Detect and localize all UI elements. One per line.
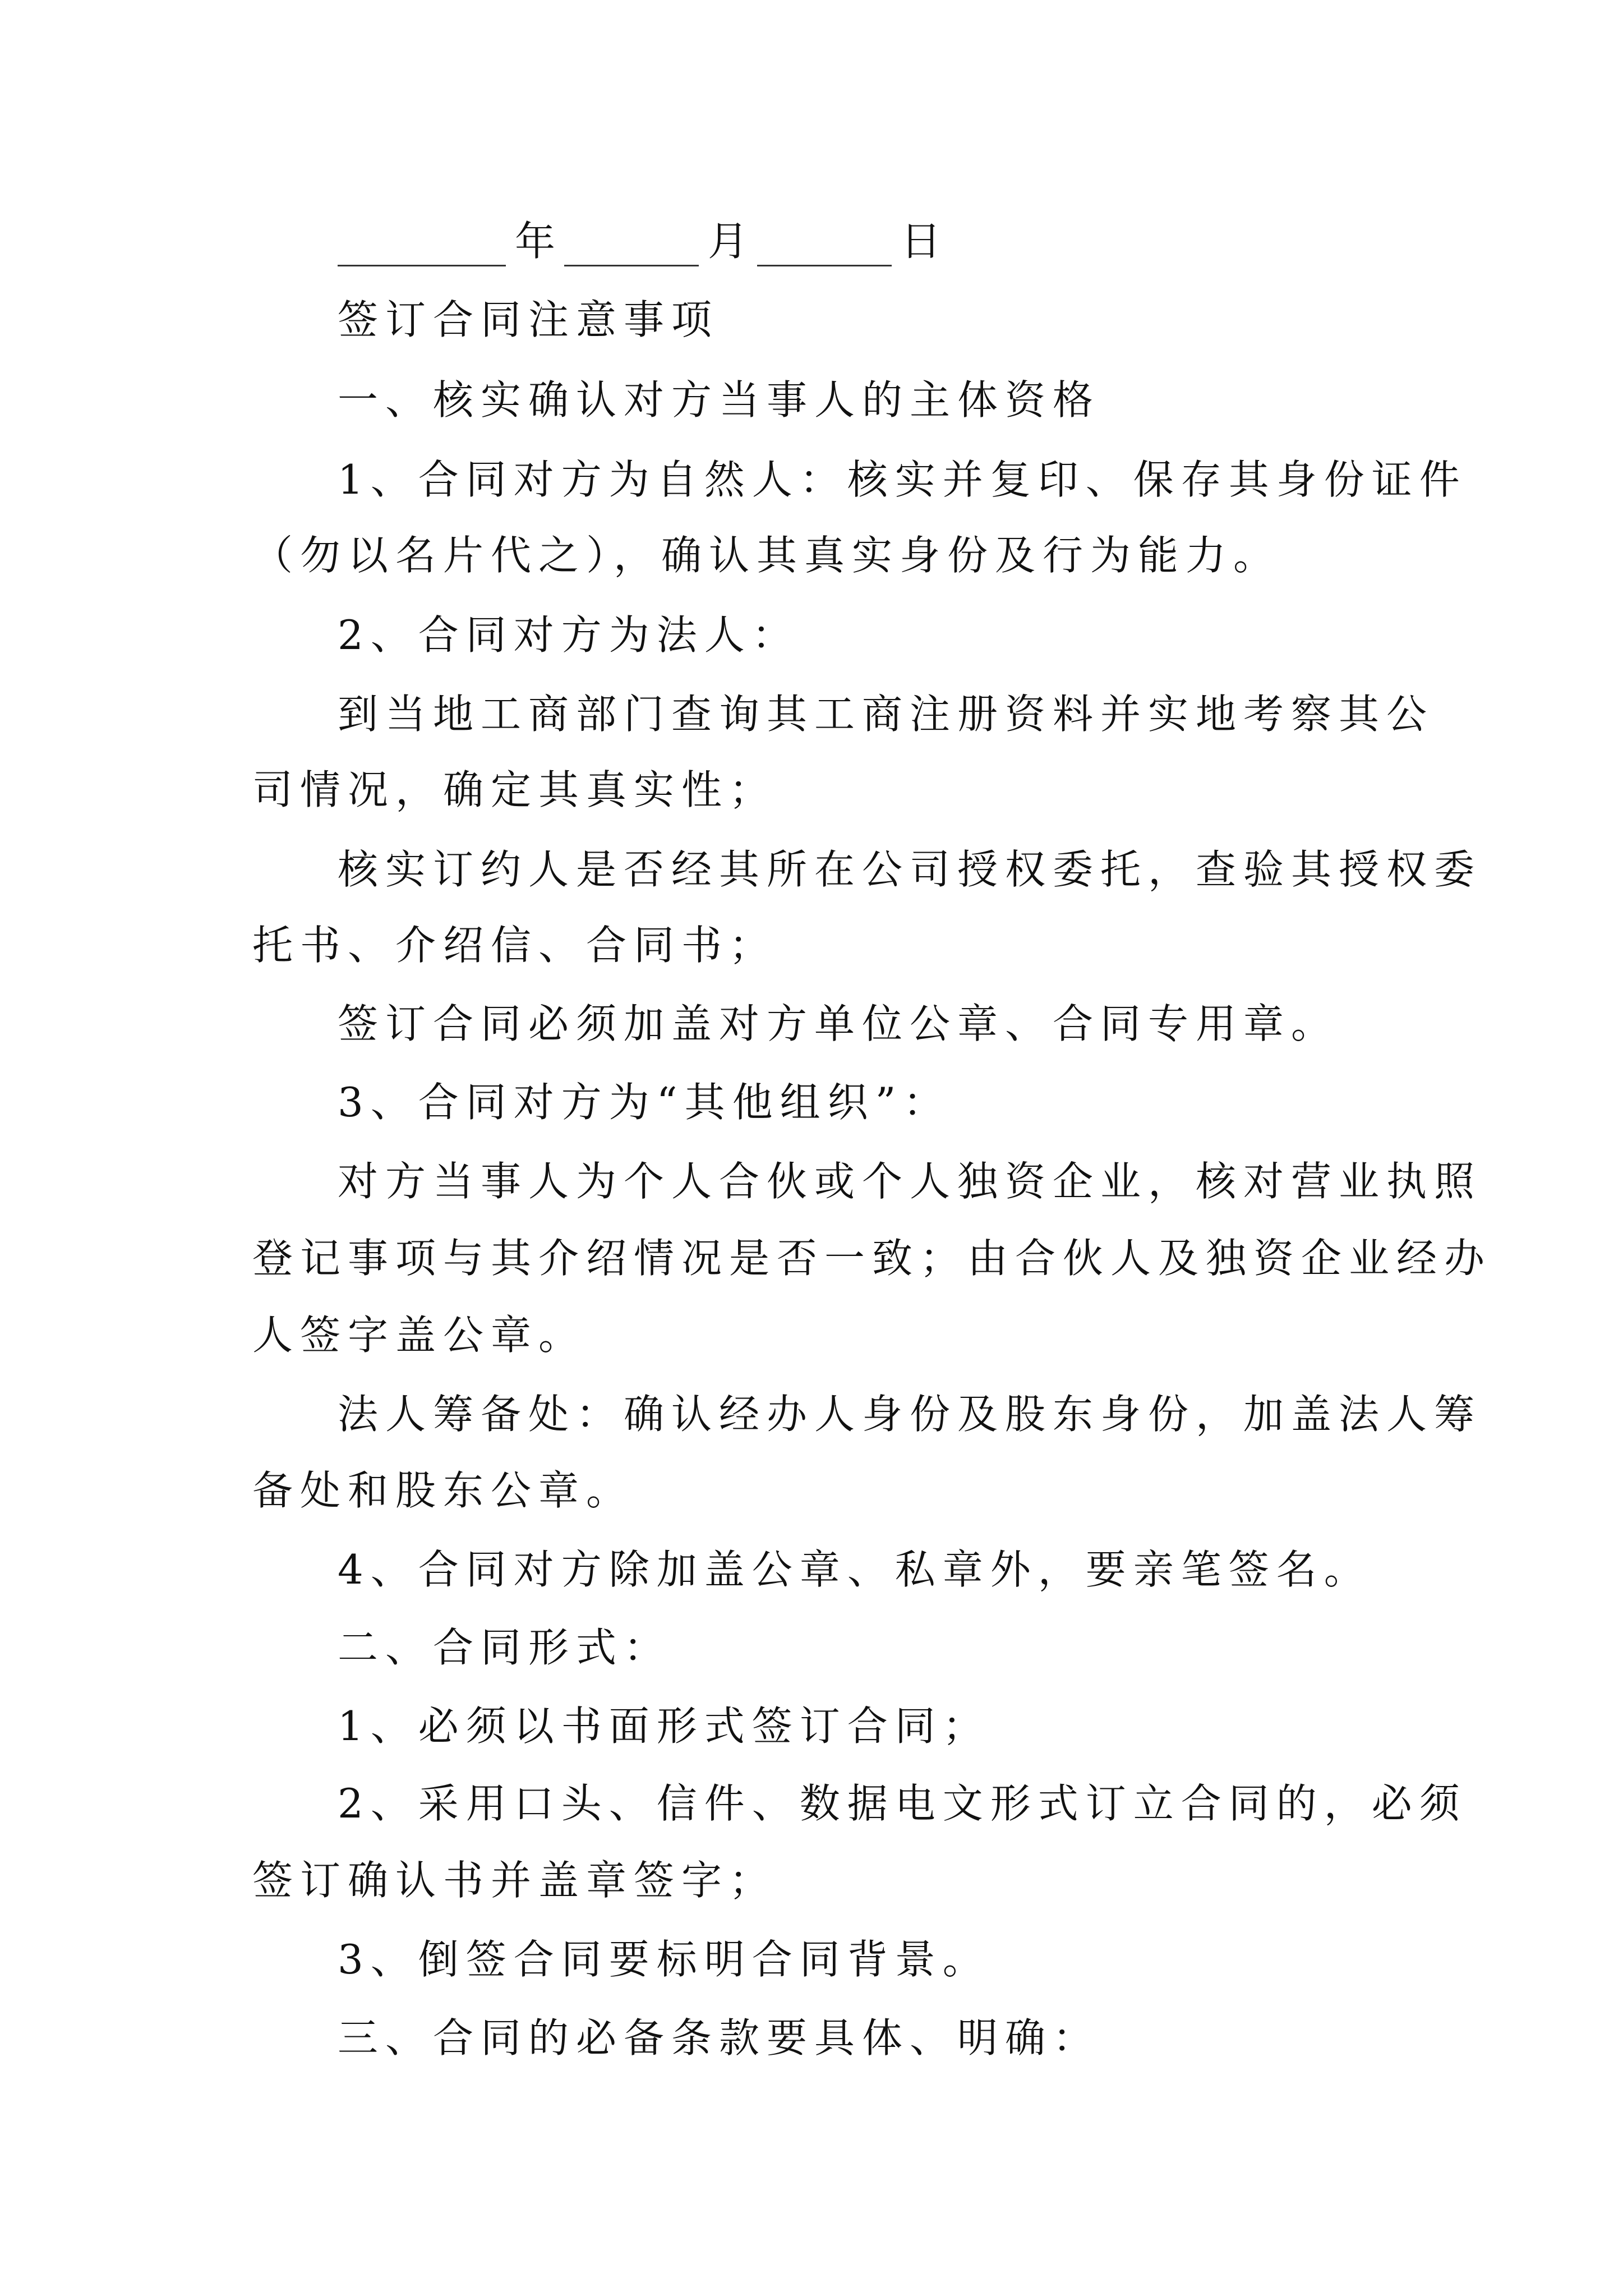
section-heading-3: 三、合同的必备条款要具体、明确： (338, 2014, 1101, 2062)
day-label: 日 (901, 218, 942, 265)
paragraph-line: 3、合同对方为“其他组织”： (338, 1079, 951, 1126)
year-label: 年 (515, 218, 556, 265)
paragraph-line: 2、合同对方为法人： (338, 611, 800, 659)
paragraph-line: 2、采用口头、信件、数据电文形式订立合同的，必须 (338, 1780, 1467, 1827)
date-fill-line (338, 216, 950, 266)
paragraph-line: 4、合同对方除加盖公章、私章外，要亲笔签名。 (338, 1546, 1372, 1593)
paragraph-line: （勿以名片代之），确认其真实身份及行为能力。 (252, 532, 1281, 579)
paragraph-line: 登记事项与其介绍情况是否一致；由合伙人及独资企业经办 (252, 1235, 1492, 1282)
paragraph-line: 到当地工商部门查询其工商注册资料并实地考察其公 (338, 691, 1435, 738)
paragraph-line: 司情况，确定其真实性； (252, 766, 777, 813)
paragraph-line: 法人筹备处：确认经办人身份及股东身份，加盖法人筹 (338, 1391, 1482, 1438)
paragraph-line: 1、合同对方为自然人：核实并复印、保存其身份证件 (338, 456, 1467, 503)
day-blank (757, 226, 892, 266)
year-blank (338, 226, 506, 266)
section-heading-1: 一、核实确认对方当事人的主体资格 (338, 376, 1101, 424)
paragraph-line: 核实订约人是否经其所在公司授权委托，查验其授权委 (338, 846, 1482, 893)
month-blank (564, 226, 699, 266)
paragraph-line: 签订合同必须加盖对方单位公章、合同专用章。 (338, 1000, 1339, 1047)
paragraph-line: 备处和股东公章。 (252, 1467, 634, 1514)
paragraph-line: 1、必须以书面形式签订合同； (338, 1703, 990, 1750)
paragraph-line: 对方当事人为个人合伙或个人独资企业，核对营业执照 (338, 1158, 1482, 1205)
section-heading-2: 二、合同形式： (338, 1624, 672, 1671)
month-label: 月 (708, 218, 749, 265)
paragraph-line: 签订确认书并盖章签字； (252, 1857, 777, 1904)
paragraph-line: 3、倒签合同要标明合同背景。 (338, 1936, 990, 1983)
document-heading: 签订合同注意事项 (338, 296, 720, 343)
paragraph-line: 托书、介绍信、合同书； (252, 922, 777, 969)
paragraph-line: 人签字盖公章。 (252, 1312, 587, 1359)
